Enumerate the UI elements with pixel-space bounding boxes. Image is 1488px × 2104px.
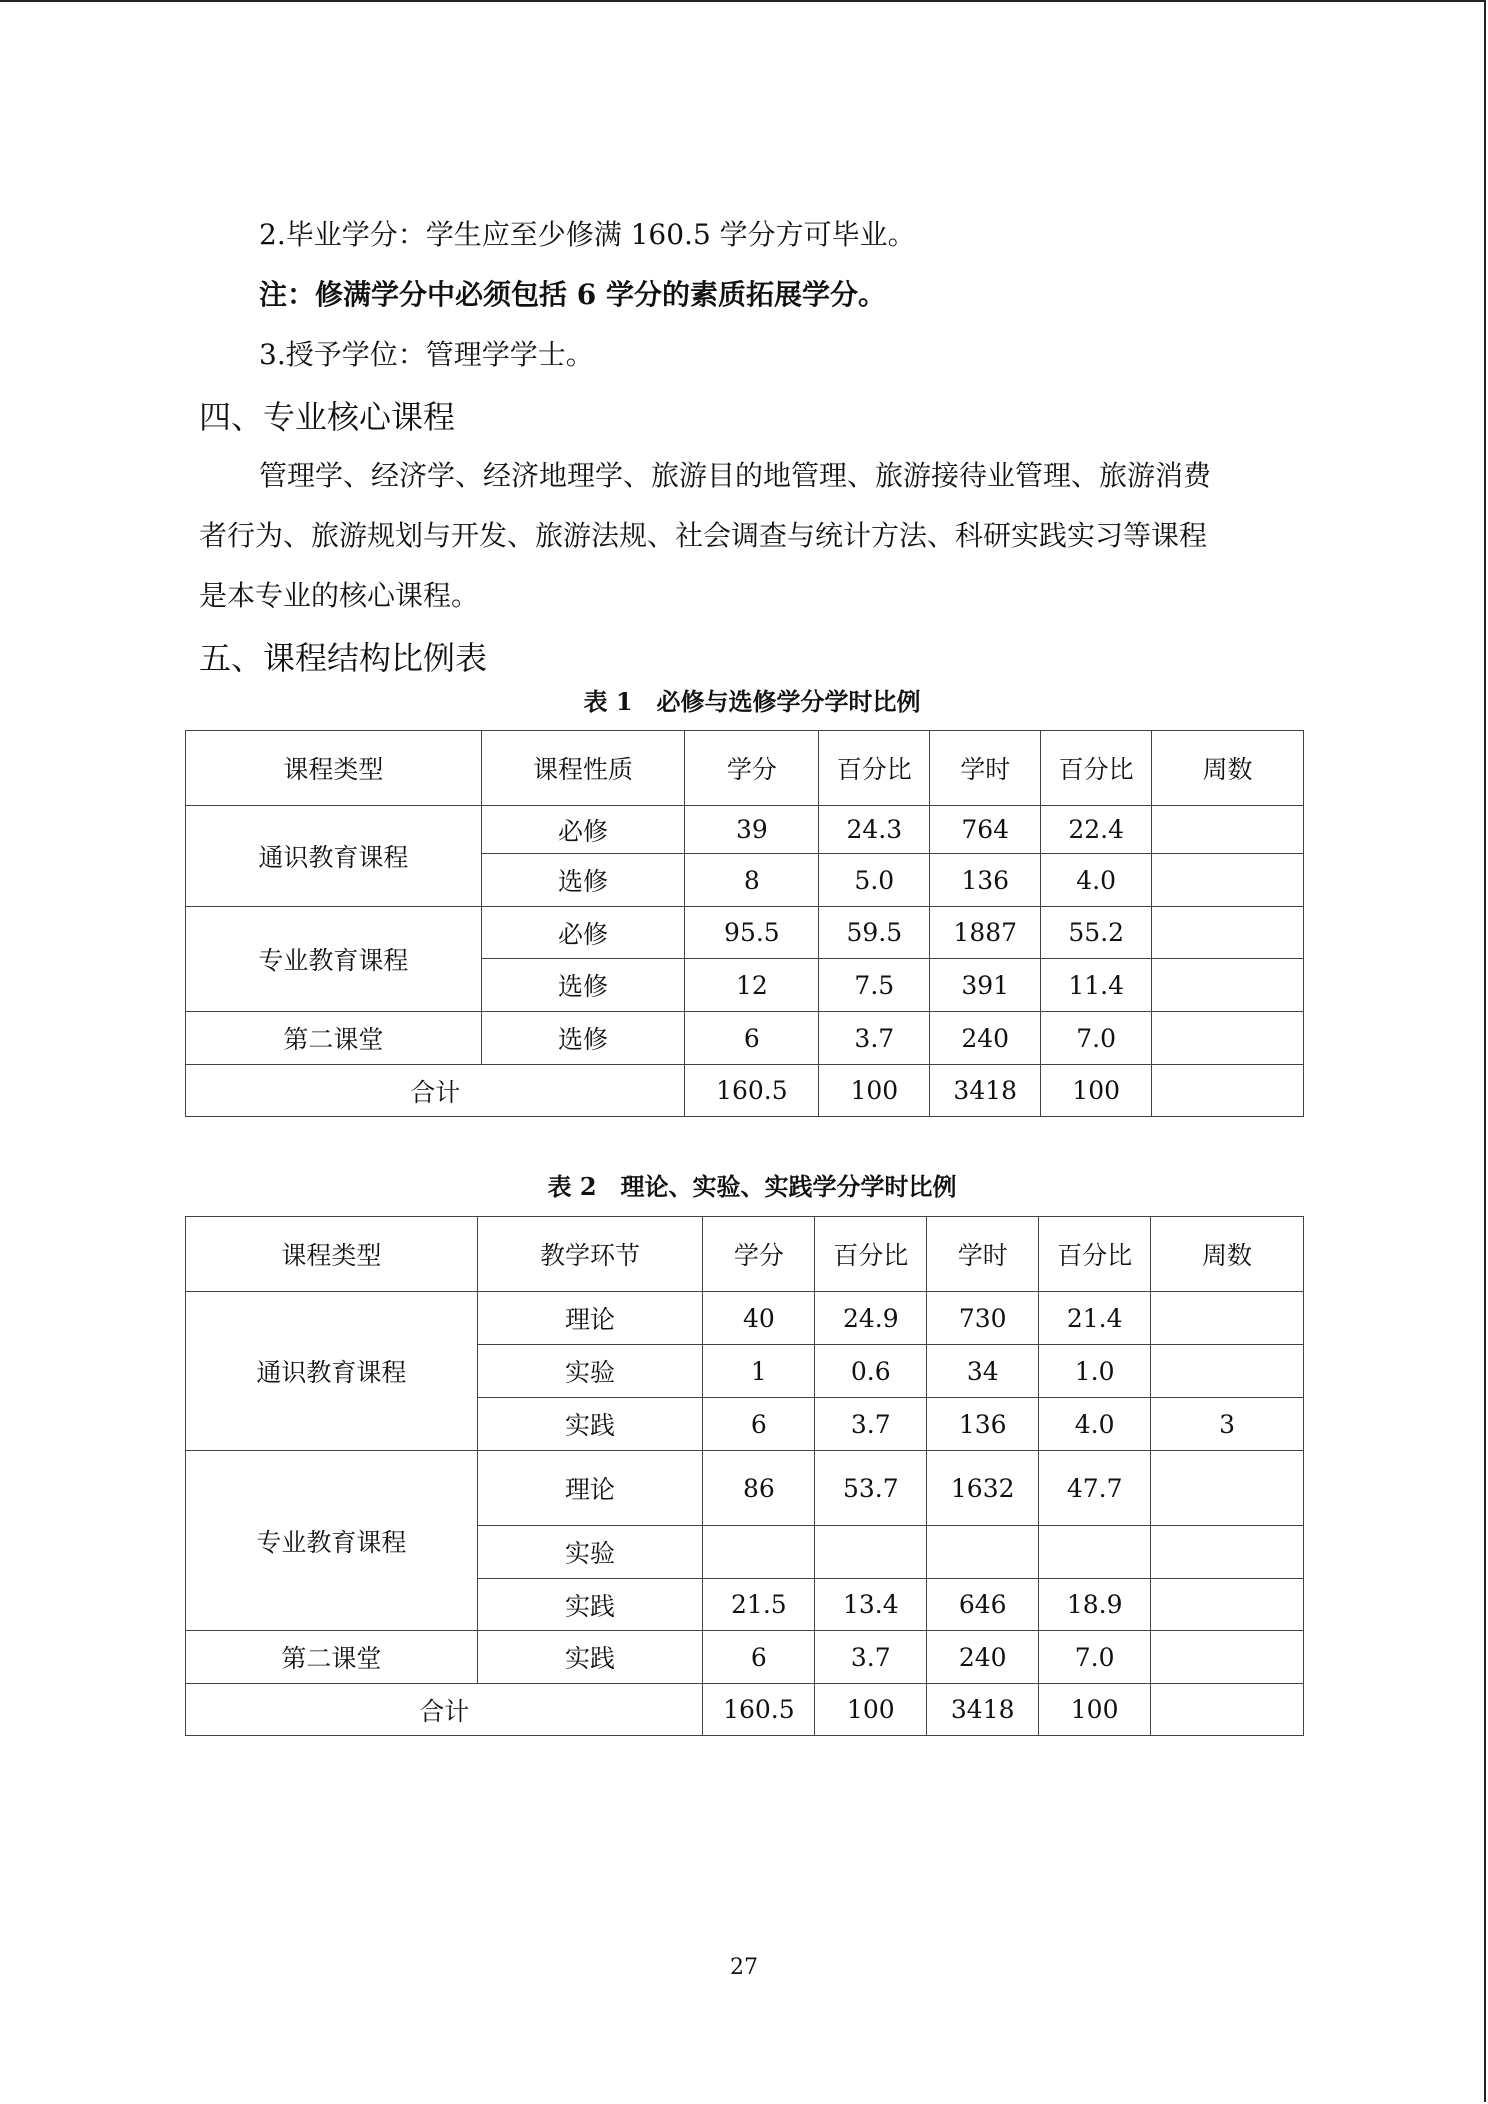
table-cell: 240 — [930, 1012, 1041, 1065]
table-cell: 实践 — [477, 1398, 703, 1451]
table-cell: 730 — [927, 1292, 1039, 1345]
table1-header-cell: 课程类型 — [186, 731, 482, 806]
table-row — [186, 806, 1304, 854]
table-cell: 实践 — [477, 1579, 703, 1631]
table-cell: 764 — [930, 806, 1041, 854]
table-cell: 39 — [685, 806, 819, 854]
table-cell: 必修 — [481, 806, 685, 854]
table2-header-cell: 百分比 — [1039, 1217, 1151, 1292]
table-cell — [1152, 959, 1304, 1012]
table-cell: 34 — [927, 1345, 1039, 1398]
table1 — [185, 730, 1304, 1117]
table-cell: 理论 — [477, 1292, 703, 1345]
table-cell: 24.9 — [815, 1292, 927, 1345]
table2-header-cell: 学时 — [927, 1217, 1039, 1292]
table-cell: 实验 — [477, 1345, 703, 1398]
table-cell: 8 — [685, 854, 819, 907]
table-cell: 理论 — [477, 1451, 703, 1526]
table-cell: 100 — [819, 1065, 930, 1117]
table-cell — [1152, 1012, 1304, 1065]
table-cell — [1151, 1451, 1304, 1526]
table-row — [186, 1012, 1304, 1065]
table-cell: 391 — [930, 959, 1041, 1012]
table-cell: 22.4 — [1041, 806, 1152, 854]
table-cell: 3418 — [927, 1684, 1039, 1736]
page-number: 27 — [730, 1955, 758, 1980]
table-cell: 86 — [703, 1451, 815, 1526]
table-cell: 选修 — [481, 959, 685, 1012]
table-cell: 12 — [685, 959, 819, 1012]
table-cell: 3 — [1151, 1398, 1304, 1451]
table1-title: 表 1 必修与选修学分学时比例 — [583, 687, 921, 716]
table-cell: 合计 — [186, 1065, 685, 1117]
table-cell: 136 — [927, 1398, 1039, 1451]
table2-group-professional: 专业教育课程 — [186, 1451, 478, 1631]
table1-group-general: 通识教育课程 — [186, 806, 482, 907]
table-cell — [1152, 1065, 1304, 1117]
table-cell: 95.5 — [685, 907, 819, 959]
table-row — [186, 1631, 1304, 1684]
credits-note-text: 注：修满学分中必须包括 6 学分的素质拓展学分。 — [259, 278, 886, 311]
section-heading-structure: 五、课程结构比例表 — [199, 639, 488, 677]
table1-header-row — [186, 731, 1304, 806]
table-cell: 实践 — [477, 1631, 703, 1684]
table-cell — [1151, 1345, 1304, 1398]
table-cell — [1151, 1684, 1304, 1736]
table-cell: 59.5 — [819, 907, 930, 959]
table-cell: 3.7 — [819, 1012, 930, 1065]
table-cell: 5.0 — [819, 854, 930, 907]
table1-group-second-classroom: 第二课堂 — [186, 1012, 482, 1065]
section-heading-core-courses: 四、专业核心课程 — [199, 398, 456, 436]
table-cell: 选修 — [481, 854, 685, 907]
table-cell: 13.4 — [815, 1579, 927, 1631]
table2 — [185, 1216, 1304, 1736]
table-cell: 7.0 — [1039, 1631, 1151, 1684]
table1-group-professional: 专业教育课程 — [186, 907, 482, 1012]
table-cell: 4.0 — [1041, 854, 1152, 907]
table-cell: 240 — [927, 1631, 1039, 1684]
table-cell: 4.0 — [1039, 1398, 1151, 1451]
table1-header-cell: 周数 — [1152, 731, 1304, 806]
table-cell: 53.7 — [815, 1451, 927, 1526]
table-cell: 160.5 — [703, 1684, 815, 1736]
table1-header-cell: 百分比 — [1041, 731, 1152, 806]
table-cell: 21.5 — [703, 1579, 815, 1631]
table-cell: 合计 — [186, 1684, 703, 1736]
table-cell: 646 — [927, 1579, 1039, 1631]
table-cell: 100 — [1041, 1065, 1152, 1117]
table-cell: 1887 — [930, 907, 1041, 959]
table-cell: 1632 — [927, 1451, 1039, 1526]
core-courses-line-1: 管理学、经济学、经济地理学、旅游目的地管理、旅游接待业管理、旅游消费 — [259, 459, 1212, 492]
core-courses-line-3: 是本专业的核心课程。 — [199, 579, 480, 612]
table-cell — [927, 1526, 1039, 1579]
table-cell: 实验 — [477, 1526, 703, 1579]
table2-group-general: 通识教育课程 — [186, 1292, 478, 1451]
core-courses-line-2: 者行为、旅游规划与开发、旅游法规、社会调查与统计方法、科研实践实习等课程 — [199, 519, 1208, 552]
degree-text: 3.授予学位：管理学学士。 — [259, 338, 594, 371]
table-cell — [1039, 1526, 1151, 1579]
table-cell: 0.6 — [815, 1345, 927, 1398]
table-cell: 24.3 — [819, 806, 930, 854]
table-cell: 18.9 — [1039, 1579, 1151, 1631]
table-cell: 11.4 — [1041, 959, 1152, 1012]
table-row — [186, 907, 1304, 959]
graduation-credits-text: 2.毕业学分：学生应至少修满 160.5 学分方可毕业。 — [259, 218, 916, 251]
table-cell — [1152, 854, 1304, 907]
table-cell: 必修 — [481, 907, 685, 959]
table-cell — [1151, 1631, 1304, 1684]
table-cell: 100 — [815, 1684, 927, 1736]
table-cell: 136 — [930, 854, 1041, 907]
table-cell: 6 — [685, 1012, 819, 1065]
table1-header-cell: 学分 — [685, 731, 819, 806]
table-cell: 1.0 — [1039, 1345, 1151, 1398]
table2-header-cell: 课程类型 — [186, 1217, 478, 1292]
table-cell: 3418 — [930, 1065, 1041, 1117]
table2-total-row — [186, 1684, 1304, 1736]
table2-header-cell: 教学环节 — [477, 1217, 703, 1292]
table-cell — [1152, 806, 1304, 854]
table-cell: 40 — [703, 1292, 815, 1345]
table-cell: 3.7 — [815, 1398, 927, 1451]
table2-title: 表 2 理论、实验、实践学分学时比例 — [547, 1172, 957, 1201]
table2-header-row — [186, 1217, 1304, 1292]
table-cell: 55.2 — [1041, 907, 1152, 959]
table2-group-second-classroom: 第二课堂 — [186, 1631, 478, 1684]
table-cell — [1151, 1526, 1304, 1579]
table-cell: 100 — [1039, 1684, 1151, 1736]
table-cell: 160.5 — [685, 1065, 819, 1117]
table1-header-cell: 百分比 — [819, 731, 930, 806]
table-cell: 1 — [703, 1345, 815, 1398]
table-cell — [1151, 1579, 1304, 1631]
table-cell — [815, 1526, 927, 1579]
table-cell: 6 — [703, 1398, 815, 1451]
table2-header-cell: 周数 — [1151, 1217, 1304, 1292]
table-cell: 7.0 — [1041, 1012, 1152, 1065]
table-cell: 47.7 — [1039, 1451, 1151, 1526]
table-row — [186, 1292, 1304, 1345]
table-cell: 6 — [703, 1631, 815, 1684]
table1-header-cell: 学时 — [930, 731, 1041, 806]
table-cell — [703, 1526, 815, 1579]
table-cell: 3.7 — [815, 1631, 927, 1684]
table1-header-cell: 课程性质 — [481, 731, 685, 806]
table-cell: 7.5 — [819, 959, 930, 1012]
table-cell — [1151, 1292, 1304, 1345]
table-row — [186, 1451, 1304, 1526]
table1-total-row — [186, 1065, 1304, 1117]
table2-header-cell: 百分比 — [815, 1217, 927, 1292]
table2-header-cell: 学分 — [703, 1217, 815, 1292]
table-cell: 选修 — [481, 1012, 685, 1065]
table-cell — [1152, 907, 1304, 959]
table-cell: 21.4 — [1039, 1292, 1151, 1345]
